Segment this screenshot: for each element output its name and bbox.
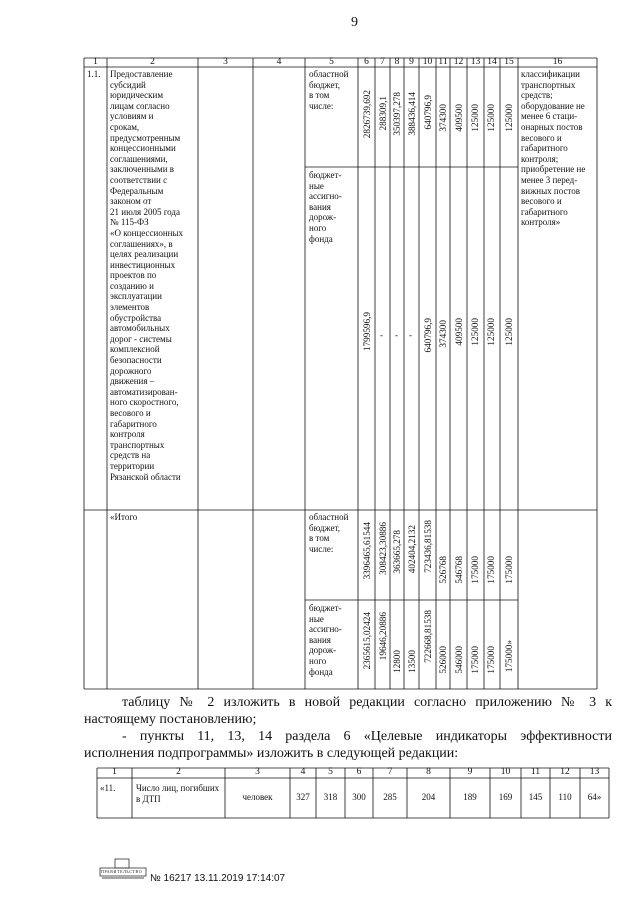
value-cell: 723436,81538 — [423, 520, 433, 573]
table1-header-cell: 9 — [409, 57, 414, 67]
value-cell: 175000 — [470, 646, 480, 674]
indicator-value: 169 — [498, 792, 513, 802]
source-regional-budget: областной бюджет, в том числе: — [309, 69, 349, 111]
amendment-paragraph-1: таблицу № 2 изложить в новой редакции согласно приложению № 3 к настоящему постановлению; — [84, 695, 612, 727]
value-cell: 3396465,61544 — [362, 522, 372, 580]
value-cell: 350397,278 — [392, 92, 402, 136]
table1-header-cell: 13 — [470, 57, 481, 67]
value-cell: 363665,278 — [392, 530, 402, 574]
value-cell: 526000 — [438, 646, 448, 674]
value-cell: 288309,1 — [378, 96, 388, 131]
value-cell: 526768 — [438, 556, 448, 584]
value-cell: 2365615,02424 — [362, 612, 372, 670]
indicator-value: 189 — [463, 792, 477, 802]
table1-header-cell: 7 — [380, 57, 385, 67]
total-label: «Итого — [110, 512, 138, 522]
table1-header-cell: 12 — [453, 57, 464, 67]
value-cell: - — [395, 330, 398, 340]
table2-header-cell: 6 — [356, 767, 362, 777]
value-cell: 175000 — [504, 556, 514, 584]
value-cell: 402404,2132 — [407, 525, 417, 574]
value-cell: 546000 — [454, 646, 464, 674]
table1-header-cell: 1 — [93, 57, 98, 67]
value-cell: 388436,414 — [407, 92, 417, 136]
table2-header-cell: 9 — [467, 767, 473, 777]
value-cell: 722668,81538 — [423, 610, 433, 663]
total-source-road-fund: бюджет- ные ассигно- вания дорож- ного фонда — [309, 603, 342, 677]
total-source-regional: областной бюджет, в том числе: — [309, 512, 349, 554]
value-cell: 175000 — [486, 556, 496, 584]
value-cell: - — [409, 330, 412, 340]
value-cell: 374300 — [438, 104, 448, 132]
value-cell: 125000 — [486, 104, 496, 132]
table2-header-cell: 2 — [176, 767, 181, 777]
table1-header-cell: 4 — [276, 57, 282, 67]
value-cell: 2826739,692 — [362, 90, 372, 139]
table2-header-cell: 8 — [426, 767, 431, 777]
source-road-fund: бюджет- ные ассигно- вания дорож- ного фонда — [309, 170, 342, 244]
value-cell: 546768 — [454, 556, 464, 584]
value-cell: 640796,9 — [423, 318, 433, 353]
measure-description: Предоставление субсидий юридическим лицам согласно условиям и срокам, предусмотренным концессионными соглашениями, заключенными в соответствии с Федеральным законом от 21 июля 2005 года № 115-ФЗ «О концессионных соглашениях», в целях реализации инвестиционных проектов по созданию и эксплуатации элементов обустройства автомобильных дорог - системы комплексной безопасности дорожного движения – автоматизирован- ного скоростного, весового и габаритного контроля транспортных средств на территории Рязанской области — [110, 69, 184, 482]
value-cell: 13500 — [407, 650, 417, 673]
table1-header-cell: 14 — [487, 57, 497, 67]
indicator-value: 300 — [352, 792, 366, 802]
value-cell: 12800 — [392, 650, 402, 673]
value-cell: 175000 — [470, 556, 480, 584]
value-cell: 125000 — [504, 318, 514, 346]
table1-header-cell: 11 — [438, 57, 448, 67]
table1-header-cell: 15 — [504, 57, 514, 67]
page-number: 9 — [351, 15, 358, 30]
value-cell: 1799596,9 — [362, 312, 372, 352]
value-cell: 409500 — [454, 104, 464, 132]
indicator-value: 204 — [421, 792, 436, 802]
value-cell: 175000 — [486, 646, 496, 674]
indicator-value: 327 — [296, 792, 310, 802]
table1-header-cell: 5 — [329, 57, 334, 67]
table2-header — [0, 767, 640, 778]
table1-header-cell: 10 — [422, 57, 433, 67]
table1-header-cell: 2 — [150, 57, 155, 67]
indicator-value: 318 — [323, 792, 338, 802]
table1-header-cell: 8 — [394, 57, 400, 67]
table2-header-cell: 7 — [387, 767, 393, 777]
document-registration-number: № 16217 13.11.2019 17:14:07 — [150, 873, 286, 884]
table1-header-cell: 3 — [223, 57, 228, 67]
value-cell: 374300 — [438, 320, 448, 348]
table2-header-cell: 4 — [300, 767, 306, 777]
row-number: 1.1. — [87, 69, 101, 79]
indicator-name: Число лиц, погибших в ДТП — [136, 783, 220, 804]
amendment-paragraph-2: - пункты 11, 13, 14 раздела 6 «Целевые индикаторы эффективности исполнения подпрограммы» изложить в следующей редакции: — [84, 729, 612, 761]
value-cell: 125000 — [470, 104, 480, 132]
indicator-value: 64» — [587, 792, 602, 802]
table2-header-cell: 12 — [560, 767, 570, 777]
table1-header-cell: 16 — [552, 57, 563, 67]
value-cell: 640796,9 — [423, 95, 433, 130]
table1-header-cell: 6 — [364, 57, 369, 67]
table2-header-cell: 1 — [112, 767, 117, 777]
government-emblem-stamp — [99, 857, 147, 885]
results-description: классификации транспортных средств; оборудование не менее 6 стаци- онарных постов весового и габаритного контроля; приобретение не менее 3 перед- вижных постов весового и габаритного контроля» — [521, 69, 586, 228]
indicator-value: 285 — [383, 792, 397, 802]
value-cell: 125000 — [486, 318, 496, 346]
table2-header-cell: 10 — [500, 767, 511, 777]
table2-header-cell: 13 — [589, 767, 600, 777]
stamp-text: ПРАВИТЕЛЬСТВО — [101, 869, 143, 874]
value-cell: 175000» — [504, 640, 514, 673]
value-cell: 125000 — [504, 104, 514, 132]
value-cell: - — [380, 330, 383, 340]
indicator-number: «11. — [100, 783, 116, 793]
table2-header-cell: 5 — [328, 767, 333, 777]
value-cell: 125000 — [470, 318, 480, 346]
table2-header-cell: 11 — [530, 767, 541, 777]
value-cell: 308423,30886 — [378, 522, 388, 575]
value-cell: 409500 — [454, 318, 464, 346]
table2-header-cell: 3 — [255, 767, 260, 777]
table2-row — [0, 780, 640, 816]
indicator-value: 110 — [558, 792, 572, 802]
value-cell: 19646,20886 — [378, 612, 388, 661]
indicator-value: 145 — [528, 792, 543, 802]
indicator-unit: человек — [242, 792, 273, 802]
